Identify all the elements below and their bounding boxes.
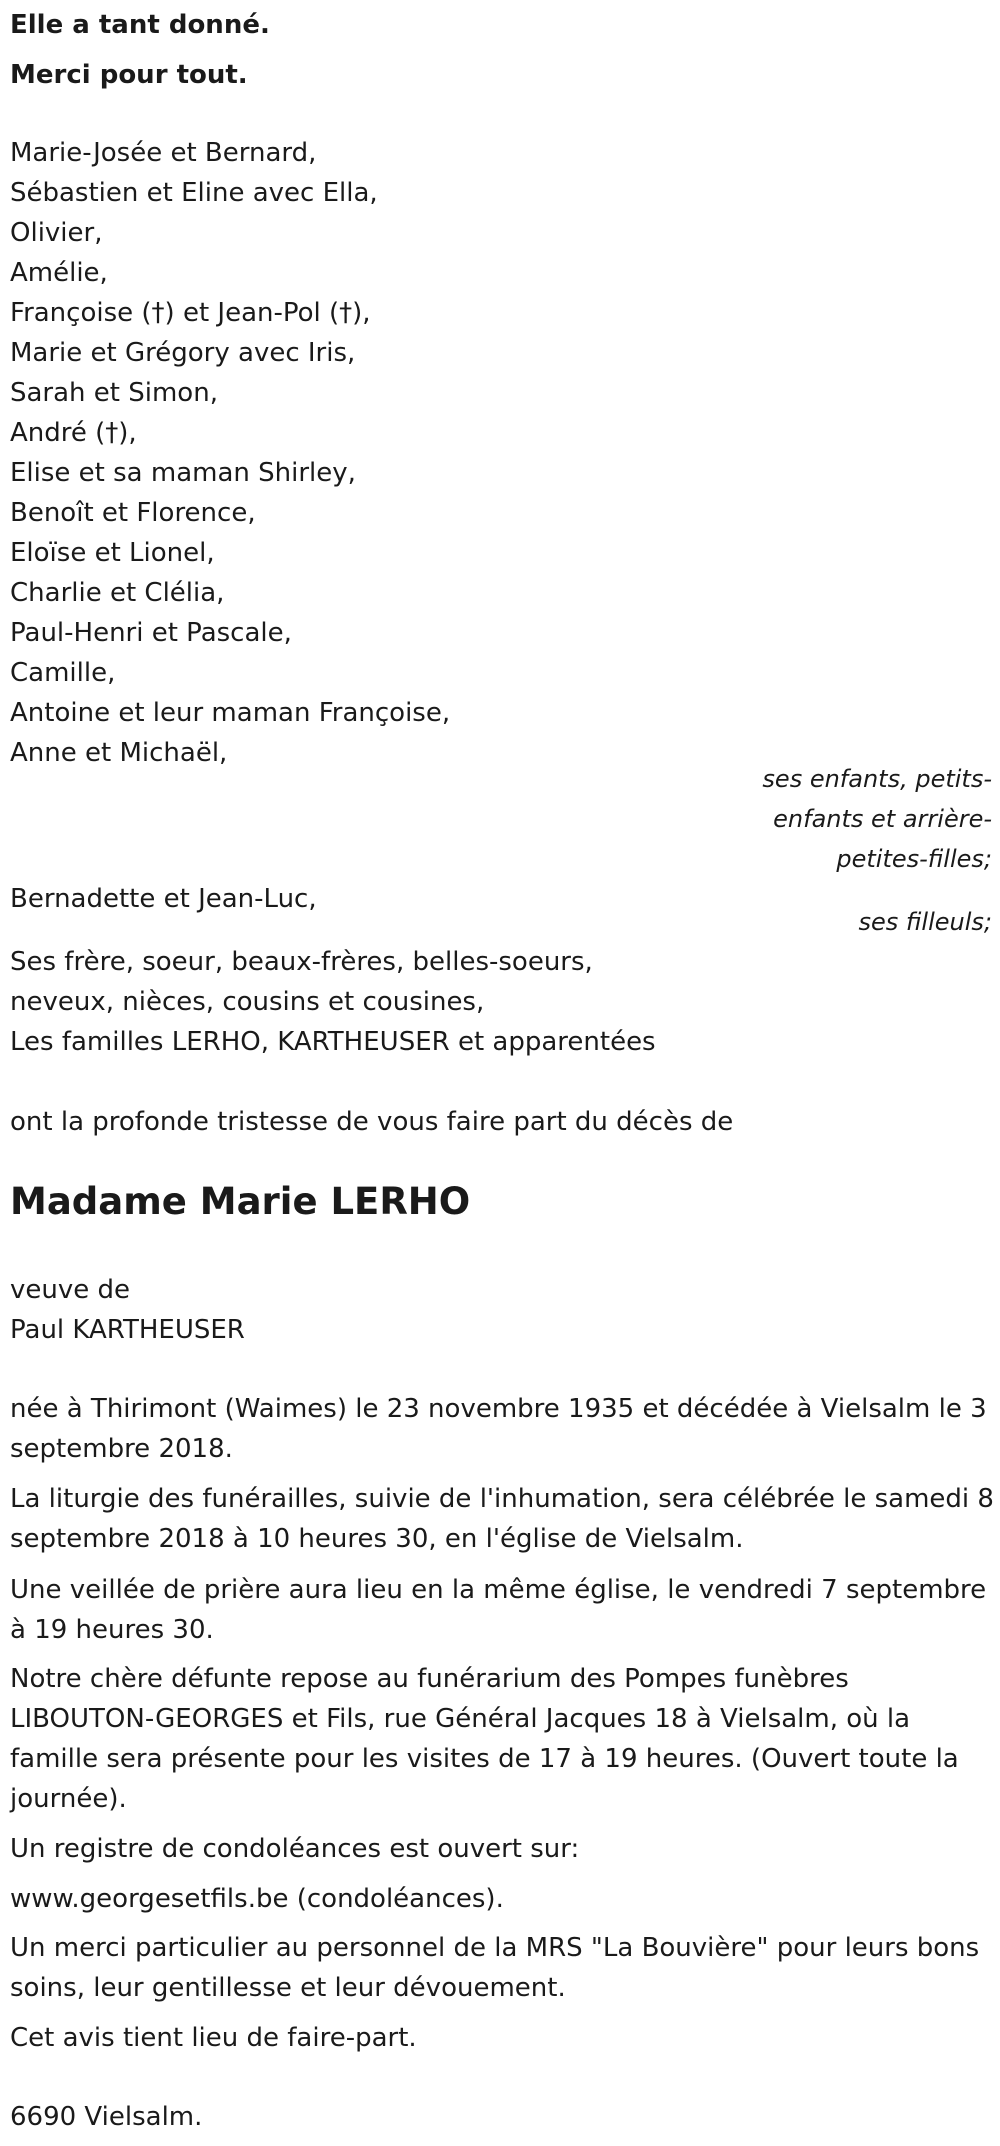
caption-line: enfants et arrière- [773,805,992,833]
family-member: Marie-Josée et Bernard, [10,138,317,168]
caption-line: petites-filles; [836,845,992,873]
widow-line-1: veuve de [10,1275,131,1305]
family-member: Amélie, [10,258,108,288]
family-member: Marie et Grégory avec Iris, [10,338,356,368]
widow-line-2: Paul KARTHEUSER [10,1315,245,1345]
relatives-line: Les familles LERHO, KARTHEUSER et apparentées [10,1027,656,1057]
family-member: Sébastien et Eline avec Ella, [10,178,378,208]
family-member: Olivier, [10,218,103,248]
family-member: Eloïse et Lionel, [10,538,215,568]
caption-line: ses enfants, petits- [762,765,992,793]
family-member: Françoise (†) et Jean-Pol (†), [10,298,371,328]
family-member: Anne et Michaël, [10,738,228,768]
family-member: Camille, [10,658,116,688]
deceased-name: Madame Marie LERHO [10,1180,471,1223]
announcement: ont la profonde tristesse de vous faire part du décès de [10,1107,734,1137]
family-member: Sarah et Simon, [10,378,218,408]
family-member: Antoine et leur maman Françoise, [10,698,451,728]
vigil-paragraph: Une veillée de prière aura lieu en la même église, le vendredi 7 septembre à 19 heures 30. [10,1575,987,1645]
register-paragraph: Un registre de condoléances est ouvert sur: [10,1834,580,1864]
thanks-paragraph: Un merci particulier au personnel de la MRS "La Bouvière" pour leurs bons soins, leur gentillesse et leur dévouement. [10,1933,980,2003]
website-link[interactable]: www.georgesetfils.be (condoléances). [10,1884,504,1914]
notice-paragraph: Cet avis tient lieu de faire-part. [10,2023,417,2053]
family-member: André (†), [10,418,137,448]
rest-paragraph: Notre chère défunte repose au funérarium des Pompes funèbres LIBOUTON-GEORGES et Fils, rue Général Jacques 18 à Vielsalm, où la famille sera présente pour les visites de 17 à 19 heures. (Ouvert toute la journée). [10,1664,959,1814]
family-member: Paul-Henri et Pascale, [10,618,292,648]
godchildren: Bernadette et Jean-Luc, [10,884,317,914]
header-line-1: Elle a tant donné. [10,10,270,40]
relatives-list [10,942,995,1062]
family-member: Elise et sa maman Shirley, [10,458,356,488]
family-list [10,133,995,773]
family-member: Charlie et Clélia, [10,578,225,608]
funeral-paragraph: La liturgie des funérailles, suivie de l'inhumation, sera célébrée le samedi 8 septembre 2018 à 10 heures 30, en l'église de Vielsalm. [10,1484,994,1554]
relatives-line: Ses frère, soeur, beaux-frères, belles-soeurs, [10,947,593,977]
family-member: Benoît et Florence, [10,498,256,528]
children-caption [600,759,992,879]
godchildren-caption: ses filleuls; [858,908,992,936]
postal-address: 6690 Vielsalm. [10,2102,203,2132]
header-line-2: Merci pour tout. [10,60,248,90]
relatives-line: neveux, nièces, cousins et cousines, [10,987,485,1017]
birth-death-paragraph: née à Thirimont (Waimes) le 23 novembre 1935 et décédée à Vielsalm le 3 septembre 2018. [10,1394,987,1464]
